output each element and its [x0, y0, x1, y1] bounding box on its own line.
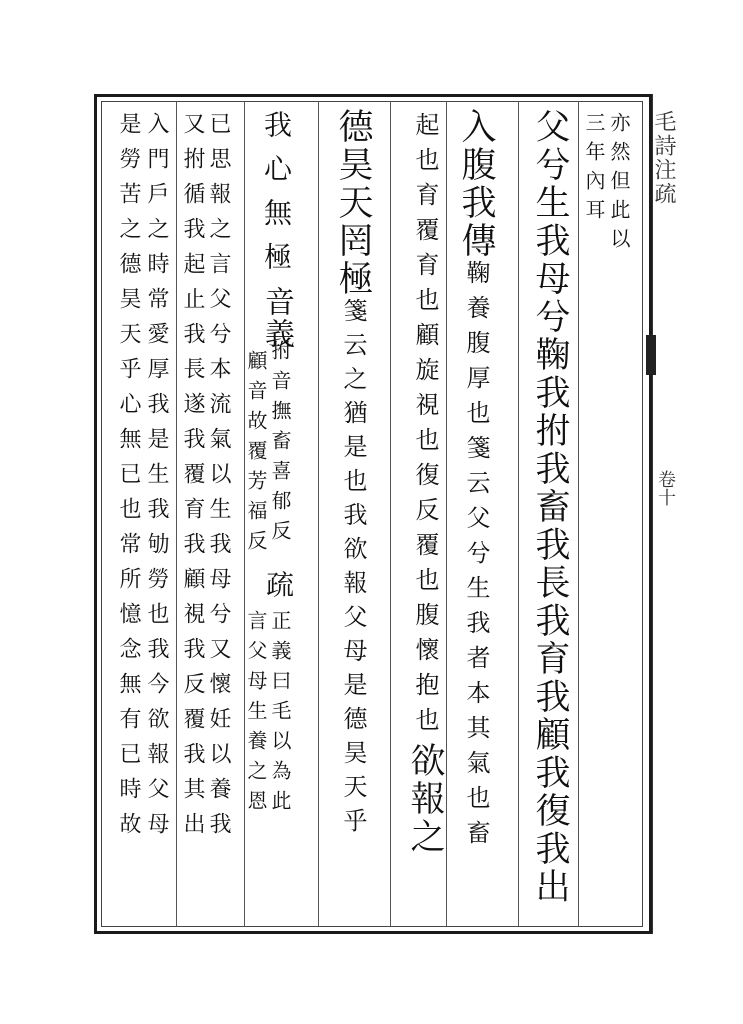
commentary-text: 拊音撫畜喜郁反 [268, 340, 292, 550]
column-rule [390, 101, 391, 927]
commentary-text: 是勞苦之德昊天乎心無已也常所憶念無有已時故 [116, 112, 141, 847]
main-text: 我心無極 [260, 110, 293, 286]
text-column [254, 110, 298, 350]
section-marker: 音義 [259, 286, 294, 350]
text-column [456, 108, 496, 855]
commentary-text: 起也育覆育也顧旋視也復反覆也腹懷抱也 [411, 112, 439, 742]
column-rule [318, 101, 319, 927]
main-text: 德昊天罔極 [333, 108, 373, 298]
column-rule [176, 101, 177, 927]
text-column: 亦然但此以 [607, 112, 631, 257]
main-text: 欲報之 [405, 742, 445, 856]
commentary-text: 顧音故覆芳福反 [244, 350, 268, 560]
commentary-text: 言父母生養之恩 [244, 610, 268, 820]
commentary-text: 又拊循我起止我長遂我覆育我顧視我反覆我其出 [180, 112, 205, 847]
margin-volume: 卷十 [655, 470, 676, 506]
text-column: 三年內耳 [582, 112, 606, 228]
column-rule [578, 101, 579, 927]
main-text: 入腹我傳 [456, 108, 496, 260]
text-column [400, 112, 450, 856]
commentary-text: 入門戶之時常愛厚我是生我劬勞也我今欲報父母 [144, 112, 169, 847]
section-marker: 疏 [262, 570, 295, 598]
text-column: 父兮生我母兮鞠我拊我畜我長我育我顧我復我出 [530, 108, 570, 906]
commentary-text: 已思報之言父兮本流氣以生我母兮又懷妊以養我 [206, 112, 231, 847]
fold-margin [652, 94, 665, 934]
column-rule [518, 101, 519, 927]
text-column [328, 108, 378, 842]
commentary-text: 箋云之猶是也我欲報父母是德昊天乎 [339, 298, 367, 842]
commentary-text: 鞠養腹厚也箋云父兮生我者本其氣也畜 [462, 260, 490, 855]
margin-title: 毛詩注疏 [651, 110, 676, 206]
commentary-text: 正義曰毛以為此 [268, 610, 292, 820]
fishtail-mark [646, 335, 656, 375]
